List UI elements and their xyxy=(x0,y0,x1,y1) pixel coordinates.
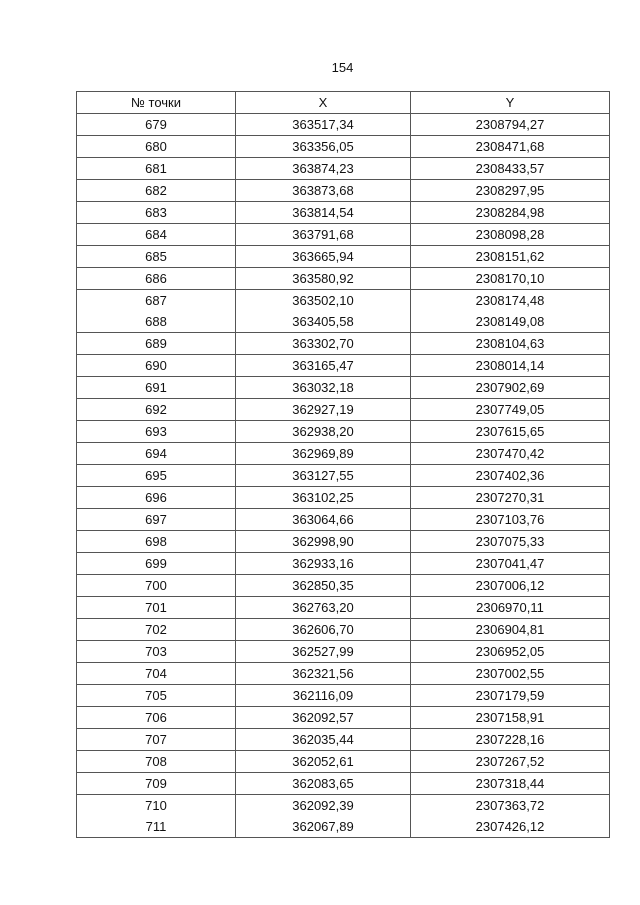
header-x: X xyxy=(236,92,411,114)
table-row xyxy=(77,421,610,443)
table-row xyxy=(77,751,610,773)
y-cell: 2307179,59 xyxy=(411,685,610,707)
y-cell: 2308098,28 xyxy=(411,224,610,246)
x-cell: 362763,20 xyxy=(236,597,411,619)
y-cell: 2307363,72 xyxy=(411,795,610,817)
point-number-cell: 697 xyxy=(77,509,236,531)
y-cell: 2308297,95 xyxy=(411,180,610,202)
x-cell: 363302,70 xyxy=(236,333,411,355)
table-row xyxy=(77,224,610,246)
point-number-cell: 687 xyxy=(77,290,236,312)
x-cell: 362998,90 xyxy=(236,531,411,553)
y-cell: 2308794,27 xyxy=(411,114,610,136)
x-cell: 362321,56 xyxy=(236,663,411,685)
x-cell: 362606,70 xyxy=(236,619,411,641)
y-cell: 2307470,42 xyxy=(411,443,610,465)
y-cell: 2307267,52 xyxy=(411,751,610,773)
table-row xyxy=(77,114,610,136)
table-header xyxy=(77,92,610,114)
y-cell: 2307002,55 xyxy=(411,663,610,685)
y-cell: 2307902,69 xyxy=(411,377,610,399)
y-cell: 2308284,98 xyxy=(411,202,610,224)
point-number-cell: 702 xyxy=(77,619,236,641)
x-cell: 363405,58 xyxy=(236,311,411,333)
point-number-cell: 709 xyxy=(77,773,236,795)
x-cell: 362527,99 xyxy=(236,641,411,663)
table-row xyxy=(77,729,610,751)
y-cell: 2308151,62 xyxy=(411,246,610,268)
point-number-cell: 681 xyxy=(77,158,236,180)
table-row xyxy=(77,575,610,597)
y-cell: 2307426,12 xyxy=(411,816,610,838)
coordinates-table xyxy=(76,91,610,838)
point-number-cell: 691 xyxy=(77,377,236,399)
point-number-cell: 679 xyxy=(77,114,236,136)
point-number-cell: 696 xyxy=(77,487,236,509)
y-cell: 2307228,16 xyxy=(411,729,610,751)
table-row xyxy=(77,553,610,575)
point-number-cell: 705 xyxy=(77,685,236,707)
x-cell: 362969,89 xyxy=(236,443,411,465)
table-row xyxy=(77,268,610,290)
x-cell: 363165,47 xyxy=(236,355,411,377)
table-row xyxy=(77,641,610,663)
x-cell: 363814,54 xyxy=(236,202,411,224)
header-row xyxy=(77,92,610,114)
x-cell: 362938,20 xyxy=(236,421,411,443)
table-row xyxy=(77,773,610,795)
point-number-cell: 694 xyxy=(77,443,236,465)
point-number-cell: 683 xyxy=(77,202,236,224)
point-number-cell: 710 xyxy=(77,795,236,817)
x-cell: 363874,23 xyxy=(236,158,411,180)
table-row xyxy=(77,246,610,268)
point-number-cell: 700 xyxy=(77,575,236,597)
y-cell: 2307615,65 xyxy=(411,421,610,443)
y-cell: 2307270,31 xyxy=(411,487,610,509)
point-number-cell: 692 xyxy=(77,399,236,421)
table-row xyxy=(77,202,610,224)
x-cell: 362092,39 xyxy=(236,795,411,817)
table-row xyxy=(77,509,610,531)
y-cell: 2307402,36 xyxy=(411,465,610,487)
x-cell: 363356,05 xyxy=(236,136,411,158)
y-cell: 2308104,63 xyxy=(411,333,610,355)
page-number: 154 xyxy=(331,60,354,75)
point-number-cell: 711 xyxy=(77,816,236,838)
x-cell: 362927,19 xyxy=(236,399,411,421)
y-cell: 2308471,68 xyxy=(411,136,610,158)
y-cell: 2307041,47 xyxy=(411,553,610,575)
point-number-cell: 680 xyxy=(77,136,236,158)
x-cell: 362850,35 xyxy=(236,575,411,597)
table-row xyxy=(77,333,610,355)
table-row xyxy=(77,597,610,619)
table-row xyxy=(77,663,610,685)
table-row xyxy=(77,795,610,817)
x-cell: 363580,92 xyxy=(236,268,411,290)
x-cell: 362116,09 xyxy=(236,685,411,707)
y-cell: 2306904,81 xyxy=(411,619,610,641)
table-row xyxy=(77,180,610,202)
x-cell: 363791,68 xyxy=(236,224,411,246)
point-number-cell: 689 xyxy=(77,333,236,355)
point-number-cell: 685 xyxy=(77,246,236,268)
table-row xyxy=(77,487,610,509)
header-point-number: № точки xyxy=(77,92,236,114)
table-row xyxy=(77,355,610,377)
x-cell: 362067,89 xyxy=(236,816,411,838)
y-cell: 2306952,05 xyxy=(411,641,610,663)
point-number-cell: 686 xyxy=(77,268,236,290)
x-cell: 362092,57 xyxy=(236,707,411,729)
y-cell: 2308433,57 xyxy=(411,158,610,180)
table-row xyxy=(77,816,610,838)
y-cell: 2307158,91 xyxy=(411,707,610,729)
y-cell: 2307075,33 xyxy=(411,531,610,553)
y-cell: 2307006,12 xyxy=(411,575,610,597)
y-cell: 2307318,44 xyxy=(411,773,610,795)
table-row xyxy=(77,685,610,707)
x-cell: 363127,55 xyxy=(236,465,411,487)
point-number-cell: 682 xyxy=(77,180,236,202)
point-number-cell: 699 xyxy=(77,553,236,575)
point-number-cell: 695 xyxy=(77,465,236,487)
point-number-cell: 701 xyxy=(77,597,236,619)
header-y: Y xyxy=(411,92,610,114)
point-number-cell: 708 xyxy=(77,751,236,773)
point-number-cell: 690 xyxy=(77,355,236,377)
table-row xyxy=(77,465,610,487)
table-row xyxy=(77,443,610,465)
x-cell: 363064,66 xyxy=(236,509,411,531)
coordinates-table-body xyxy=(77,114,610,838)
x-cell: 362052,61 xyxy=(236,751,411,773)
table-row xyxy=(77,707,610,729)
y-cell: 2306970,11 xyxy=(411,597,610,619)
x-cell: 363873,68 xyxy=(236,180,411,202)
y-cell: 2308170,10 xyxy=(411,268,610,290)
x-cell: 362933,16 xyxy=(236,553,411,575)
y-cell: 2308149,08 xyxy=(411,311,610,333)
table-row xyxy=(77,290,610,312)
table-row xyxy=(77,377,610,399)
table-row xyxy=(77,136,610,158)
point-number-cell: 693 xyxy=(77,421,236,443)
y-cell: 2307749,05 xyxy=(411,399,610,421)
table-row xyxy=(77,311,610,333)
point-number-cell: 684 xyxy=(77,224,236,246)
x-cell: 363502,10 xyxy=(236,290,411,312)
table-row xyxy=(77,158,610,180)
point-number-cell: 704 xyxy=(77,663,236,685)
x-cell: 363032,18 xyxy=(236,377,411,399)
x-cell: 362083,65 xyxy=(236,773,411,795)
table-row xyxy=(77,619,610,641)
y-cell: 2308174,48 xyxy=(411,290,610,312)
point-number-cell: 707 xyxy=(77,729,236,751)
x-cell: 363102,25 xyxy=(236,487,411,509)
point-number-cell: 706 xyxy=(77,707,236,729)
table-row xyxy=(77,531,610,553)
table-row xyxy=(77,399,610,421)
x-cell: 363517,34 xyxy=(236,114,411,136)
point-number-cell: 703 xyxy=(77,641,236,663)
x-cell: 363665,94 xyxy=(236,246,411,268)
point-number-cell: 688 xyxy=(77,311,236,333)
y-cell: 2308014,14 xyxy=(411,355,610,377)
point-number-cell: 698 xyxy=(77,531,236,553)
x-cell: 362035,44 xyxy=(236,729,411,751)
y-cell: 2307103,76 xyxy=(411,509,610,531)
